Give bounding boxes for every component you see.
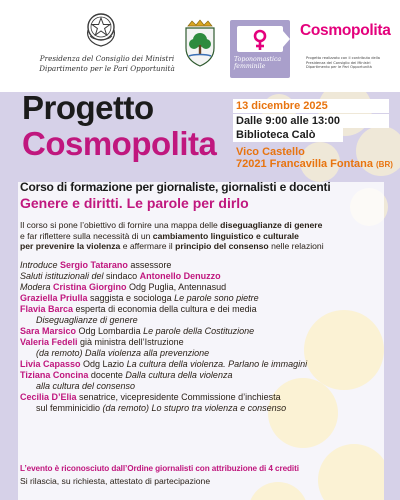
program-item xyxy=(20,260,390,271)
course-description xyxy=(20,220,392,252)
speaker-name: Graziella Priulla xyxy=(20,293,88,303)
program-item xyxy=(20,304,390,315)
intro-highlight: per prevenire la violenza xyxy=(20,241,121,252)
talk-title: alla cultura del consenso xyxy=(36,381,136,391)
program-item-continuation xyxy=(20,348,390,359)
intro-text: nelle relazioni xyxy=(268,241,324,252)
italian-republic-emblem-icon xyxy=(82,8,120,50)
accreditation-note: L’evento è riconosciuto dall’Ordine giornalisti con attribuzione di 4 crediti xyxy=(20,464,299,473)
institution-line-2: Dipartimento per le Pari Opportunità xyxy=(39,64,175,73)
municipal-coat-of-arms-icon xyxy=(180,18,220,68)
speaker-affiliation: docente xyxy=(88,370,126,380)
speaker-affiliation: già ministra dell’Istruzione xyxy=(77,337,184,347)
toponomastica-femminile-logo xyxy=(230,20,290,78)
speaker-name: Antonello Denuzzo xyxy=(139,271,221,281)
speaker-affiliation: sul femminicidio xyxy=(36,403,103,413)
program-list xyxy=(20,260,390,414)
event-street: Vico Castello xyxy=(236,146,305,158)
event-venue: Biblioteca Calò xyxy=(233,128,343,142)
signpost-icon xyxy=(237,26,283,52)
program-item xyxy=(20,326,390,337)
program-item-continuation xyxy=(20,315,390,326)
intro-highlight: principio del consenso xyxy=(175,241,269,252)
intro-highlight: cambiamento linguistico e culturale xyxy=(152,230,299,241)
speaker-name: Sara Marsico xyxy=(20,326,77,336)
program-role: Saluti istituzionali del xyxy=(20,271,107,281)
speaker-affiliation: assessore xyxy=(127,260,172,270)
institution-name xyxy=(18,54,196,74)
program-item xyxy=(20,293,390,304)
program-item-continuation xyxy=(20,381,390,392)
page-title-line-2: Cosmopolita xyxy=(22,125,217,162)
course-title: Corso di formazione per giornaliste, giornalisti e docenti xyxy=(20,180,331,194)
program-item xyxy=(20,359,390,370)
venus-symbol-icon xyxy=(251,29,269,51)
toponomastica-label: Toponomastica femminile xyxy=(234,56,282,71)
program-item xyxy=(20,392,390,403)
speaker-name: Flavia Barca xyxy=(20,304,74,314)
speaker-affiliation: senatrice, vicepresidente Commissione d’inchiesta xyxy=(76,392,281,402)
cosmopolita-logo-note: Progetto realizzato con il contributo della Presidenza del Consiglio dei Ministri Dipartimento per le Pari Opportunità xyxy=(306,56,380,70)
intro-text: e affermare il xyxy=(120,241,176,252)
speaker-name: Tiziana Concina xyxy=(20,370,89,380)
speaker-affiliation: esperta di economia della cultura e dei media xyxy=(73,304,257,314)
speaker-affiliation: saggista e sociologa xyxy=(87,293,175,303)
talk-title: La cultura della violenza. Parlano le immagini xyxy=(126,359,308,369)
speaker-name: Cristina Giorgino xyxy=(53,282,127,292)
talk-title: (da remoto) Lo stupro tra violenza e consenso xyxy=(102,403,287,413)
event-time: Dalle 9:00 alle 13:00 xyxy=(233,114,389,128)
program-role: Modera xyxy=(20,282,54,292)
page-title-line-1: Progetto xyxy=(22,89,154,126)
talk-title: Le parole sono pietre xyxy=(174,293,259,303)
speaker-name: Sergio Tatarano xyxy=(60,260,128,270)
talk-title: Dalla cultura della violenza xyxy=(125,370,233,380)
program-item xyxy=(20,271,390,282)
program-item xyxy=(20,337,390,348)
speaker-name: Cecilia D’Elia xyxy=(20,392,77,402)
talk-title: Le parole della Costituzione xyxy=(143,326,255,336)
course-subtitle: Genere e diritti. Le parole per dirlo xyxy=(20,195,249,211)
talk-title: (da remoto) Dalla violenza alla prevenzione xyxy=(36,348,210,358)
program-role: Introduce xyxy=(20,260,61,270)
intro-highlight: diseguaglianze di genere xyxy=(220,220,323,230)
intro-text: e far riflettere sulla necessità di un xyxy=(20,230,153,241)
speaker-name: Valeria Fedeli xyxy=(20,337,78,347)
event-date: 13 dicembre 2025 xyxy=(233,99,389,113)
speaker-affiliation: Odg Lazio xyxy=(80,359,127,369)
program-item-continuation xyxy=(20,403,390,414)
event-city xyxy=(233,158,393,170)
speaker-affiliation: sindaco xyxy=(106,271,140,281)
speaker-affiliation: Odg Puglia, Antennasud xyxy=(126,282,227,292)
speaker-name: Livia Capasso xyxy=(20,359,81,369)
institution-line-1: Presidenza del Consiglio dei Ministri xyxy=(39,54,175,63)
event-city-name: 72021 Francavilla Fontana xyxy=(236,158,373,170)
cosmopolita-logo: Cosmopolita xyxy=(300,22,391,39)
speaker-affiliation: Odg Lombardia xyxy=(76,326,144,336)
program-item xyxy=(20,370,390,381)
certificate-note: Si rilascia, su richiesta, attestato di partecipazione xyxy=(20,476,211,486)
event-province: (BR) xyxy=(376,160,393,169)
program-item xyxy=(20,282,390,293)
header xyxy=(0,0,400,92)
intro-text: Il corso si pone l’obiettivo di fornire una mappa delle xyxy=(20,220,221,230)
talk-title: Diseguaglianze di genere xyxy=(36,315,138,325)
